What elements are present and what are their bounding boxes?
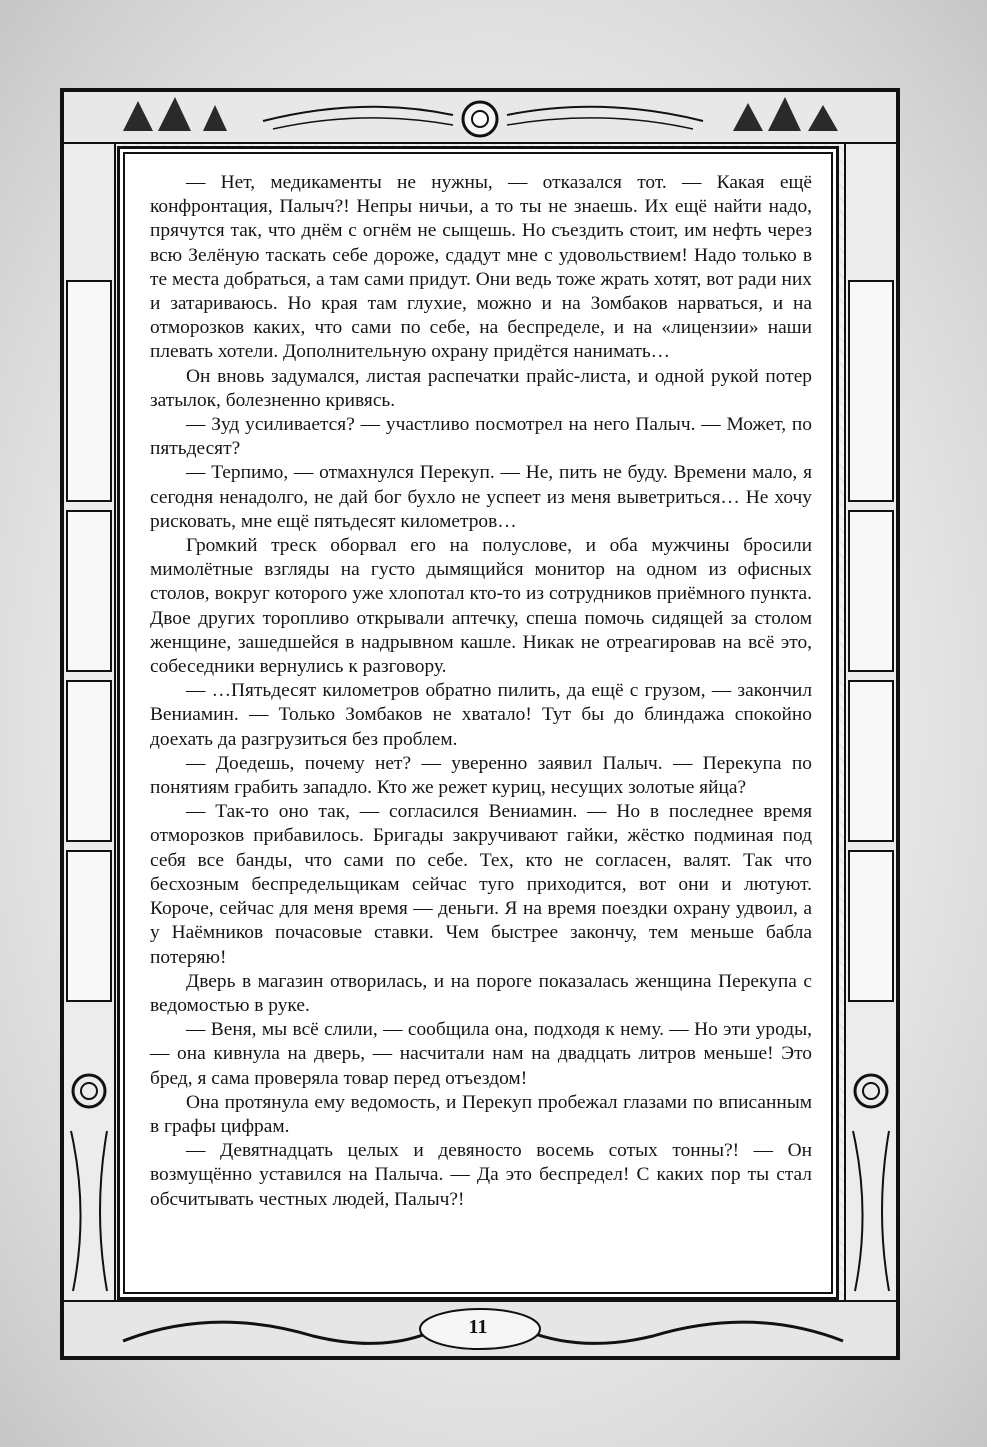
paragraph: Она протянула ему ведомость, и Перекуп пробежал глазами по вписанным в графы цифрам.	[150, 1091, 812, 1137]
paragraph: — Так-то оно так, — согласился Вениамин. — Но в последнее время отморозков прибавилось. Бригады закручивают гайки, жёстко подминая под себя все банды, что сами по себе. Тех, кто не согласен, валят. Так что бесхозным беспредельщикам сейчас туго приходится, вот они и лютуют. Короче, сейчас для меня время — деньги. Я на время поездки охрану удвоил, а у Наёмников почасовые ставки. Чем быстрее закончу, тем меньше бабла потеряю!	[150, 801, 812, 968]
page-number: 11	[468, 1316, 488, 1338]
paragraph: Дверь в магазин отворилась, и на пороге показалась женщина Перекупа с ведомостью в руке.	[150, 970, 812, 1016]
paragraph: — Нет, медикаменты не нужны, — отказался тот. — Какая ещё конфронтация, Палыч?! Непры ничьи, а то ты не знаешь. Их ещё найти надо, прячутся так, что днём с огнём не сыщешь. Но съездить стоит, им нефть через всю Зелёную таскать себе дороже, сдадут мне с удовольствием! Надо только в те места добраться, а там сами придут. Они ведь тоже жрать хотят, вот ради них и затариваюсь. Но края там глухие, можно и на Зомбаков нарваться, и на отморозков каких, что сами по себе, на беспределе, и на «лицензии» наши плевать хотели. Дополнительную охрану придётся нанимать…	[150, 172, 812, 363]
paragraph: — Доедешь, почему нет? — уверенно заявил Палыч. — Перекупа по понятиям грабить западло. Кто же режет куриц, несущих золотые яйца?	[150, 752, 812, 799]
text-panel	[117, 146, 839, 1300]
paragraph: — Девятнадцать целых и девяносто восемь сотых тонны?! — Он возмущённо уставился на Палыча. — Да это беспредел! С каких пор ты стал обсчитывать честных людей, Палыч?!	[150, 1140, 812, 1210]
paragraph: — Веня, мы всё слили, — сообщила она, подходя к нему. — Но эти уроды, — она кивнула на дверь, — насчитали нам на двадцать литров меньше! Это бред, я сама проверяла товар перед отъездом!	[150, 1019, 812, 1089]
paragraph: — Зуд усиливается? — участливо посмотрел на него Палыч. — Может, по пятьдесят?	[150, 414, 812, 460]
paragraph: Громкий треск оборвал его на полуслове, и оба мужчины бросили мимолётные взгляды на густо дымящийся монитор на одном из офисных столов, вокруг которого уже хлопотал кто-то из сотрудников приёмного пункта. Двое других торопливо открывали аптечку, спеша помочь сидящей за столом женщине, зашедшейся в надрывном кашле. Никак не отреагировав на всё это, собеседники вернулись к разговору.	[150, 535, 812, 678]
paragraph: — …Пятьдесят километров обратно пилить, да ещё с грузом, — закончил Вениамин. — Только Зомбаков не хватало! Тут бы до блиндажа спокойно доехать да разгрузиться без проблем.	[150, 680, 812, 750]
paragraph: Он вновь задумался, листая распечатки прайс-листа, и одной рукой потер затылок, болезненно кривясь.	[150, 365, 812, 411]
paragraph: — Терпимо, — отмахнулся Перекуп. — Не, пить не буду. Времени мало, я сегодня ненадолго, не дай бог бухло не успеет из меня выветриться… Не хочу рисковать, мне ещё пятьдесят километров…	[150, 462, 812, 532]
body-text	[150, 171, 812, 1212]
